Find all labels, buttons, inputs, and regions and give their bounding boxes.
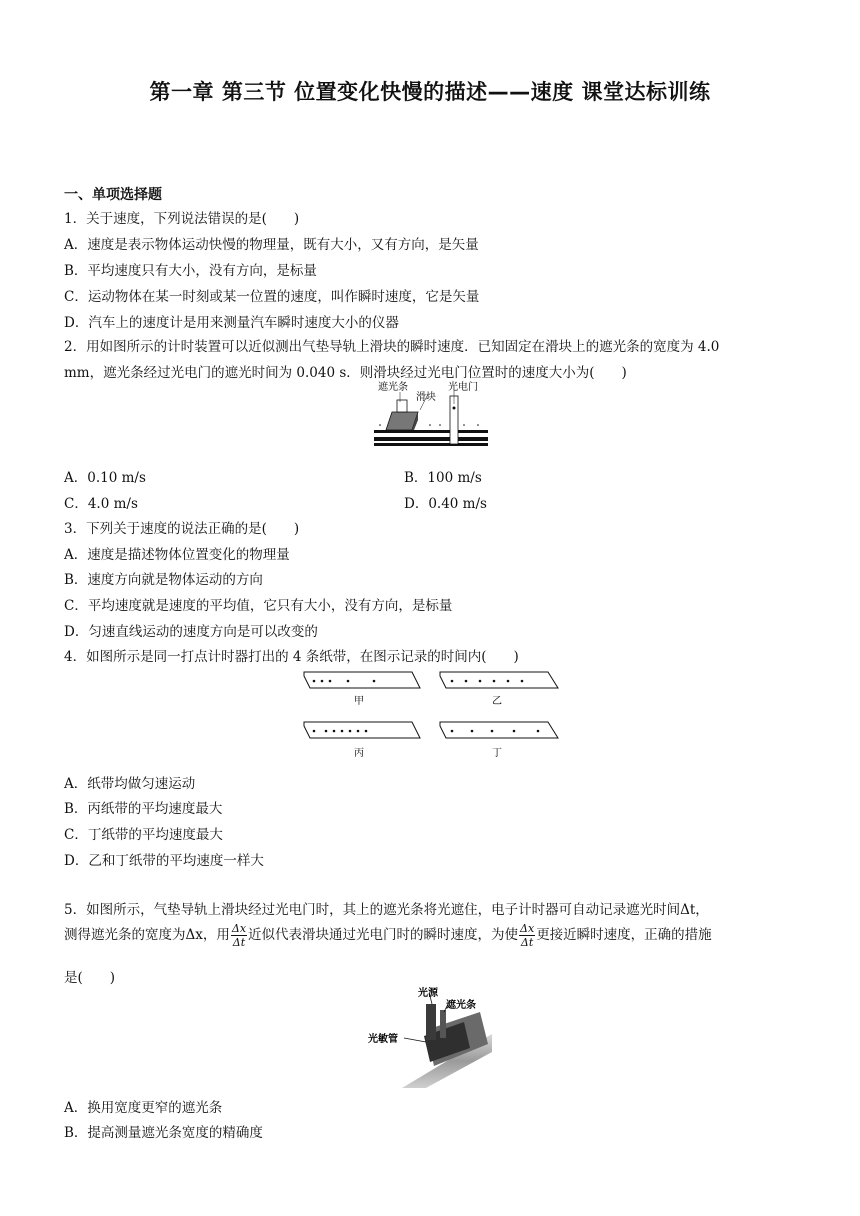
q5-stem-line3: 是( ) (64, 970, 116, 986)
q1-option-b: B．平均速度只有大小，没有方向，是标量 (64, 263, 317, 279)
q3-option-a: A．速度是描述物体位置变化的物理量 (64, 547, 290, 563)
q4-option-d: D．乙和丁纸带的平均速度一样大 (64, 853, 264, 869)
q2-option-b: B．100 m/s (404, 470, 482, 486)
q2-label-slider: 滑块 (416, 392, 436, 403)
q4-tape-label-1: 甲 (354, 696, 364, 707)
q5-fraction-2-num: Δx (520, 922, 535, 935)
q4-tape-label-4: 丁 (492, 748, 502, 759)
q4-option-c: C．丁纸带的平均速度最大 (64, 827, 223, 843)
q5-option-b: B．提高测量遮光条宽度的精确度 (64, 1125, 263, 1141)
q5-fraction-1-num: Δx (231, 922, 247, 935)
q1-stem: 1．关于速度，下列说法错误的是( ) (64, 211, 300, 227)
q5-stem-part-c: 更接近瞬时速度，正确的措施 (536, 927, 712, 943)
q3-option-c: C．平均速度就是速度的平均值，它只有大小，没有方向，是标量 (64, 598, 453, 614)
q2-label-gate: 光电门 (448, 382, 478, 393)
q1-option-a: A．速度是表示物体运动快慢的物理量，既有大小，又有方向，是矢量 (64, 237, 479, 253)
q2-option-d: D．0.40 m/s (404, 496, 487, 512)
page-title: 第一章 第三节 位置变化快慢的描述——速度 课堂达标训练 (149, 80, 711, 104)
q5-stem-part-a: 测得遮光条的宽度为Δx，用 (64, 927, 230, 943)
q4-option-a: A．纸带均做匀速运动 (64, 776, 196, 792)
q3-stem: 3．下列关于速度的说法正确的是( ) (64, 521, 300, 537)
q1-option-c: C．运动物体在某一时刻或某一位置的速度，叫作瞬时速度，它是矢量 (64, 289, 480, 305)
q2-option-c: C．4.0 m/s (64, 496, 138, 512)
q5-stem-line1: 5．如图所示，气垫导轨上滑块经过光电门时，其上的遮光条将光遮住，电子计时器可自动记录遮光时间Δt， (64, 902, 709, 918)
q2-stem-line1: 2．用如图所示的计时装置可以近似测出气垫导轨上滑块的瞬时速度．已知固定在滑块上的遮光条的宽度为 4.0 (64, 339, 720, 355)
q5-fraction-1 (231, 922, 247, 949)
q5-option-a: A．换用宽度更窄的遮光条 (64, 1100, 223, 1116)
q4-tape-label-3: 丙 (354, 748, 364, 759)
q2-label-strip: 遮光条 (378, 382, 408, 393)
q4-stem: 4．如图所示是同一打点计时器打出的 4 条纸带，在图示记录的时间内( ) (64, 649, 519, 665)
q4-option-b: B．丙纸带的平均速度最大 (64, 801, 223, 817)
q5-label-source: 光源 (418, 988, 438, 999)
q2-stem-line2: mm，遮光条经过光电门的遮光时间为 0.040 s．则滑块经过光电门位置时的速度大小为( ) (64, 365, 627, 381)
q5-fraction-1-den: Δt (232, 936, 246, 949)
q3-option-b: B．速度方向就是物体运动的方向 (64, 572, 263, 588)
q5-stem-line2 (64, 922, 712, 949)
q1-option-d: D．汽车上的速度计是用来测量汽车瞬时速度大小的仪器 (64, 315, 399, 331)
q3-option-d: D．匀速直线运动的速度方向是可以改变的 (64, 624, 318, 640)
q5-label-strip: 遮光条 (446, 1000, 476, 1011)
q5-fraction-2-den: Δt (520, 936, 534, 949)
section-heading: 一、单项选择题 (64, 187, 162, 203)
q2-option-a: A．0.10 m/s (64, 470, 146, 486)
q5-photogate-photo (366, 986, 492, 1088)
q4-tape-label-2: 乙 (492, 696, 502, 707)
q2-air-track-figure (372, 380, 490, 456)
q5-fraction-2 (519, 922, 535, 949)
q5-label-sensor: 光敏管 (368, 1034, 398, 1045)
q5-stem-part-b: 近似代表滑块通过光电门时的瞬时速度，为使 (248, 927, 519, 943)
q4-tapes-figure (296, 668, 568, 766)
